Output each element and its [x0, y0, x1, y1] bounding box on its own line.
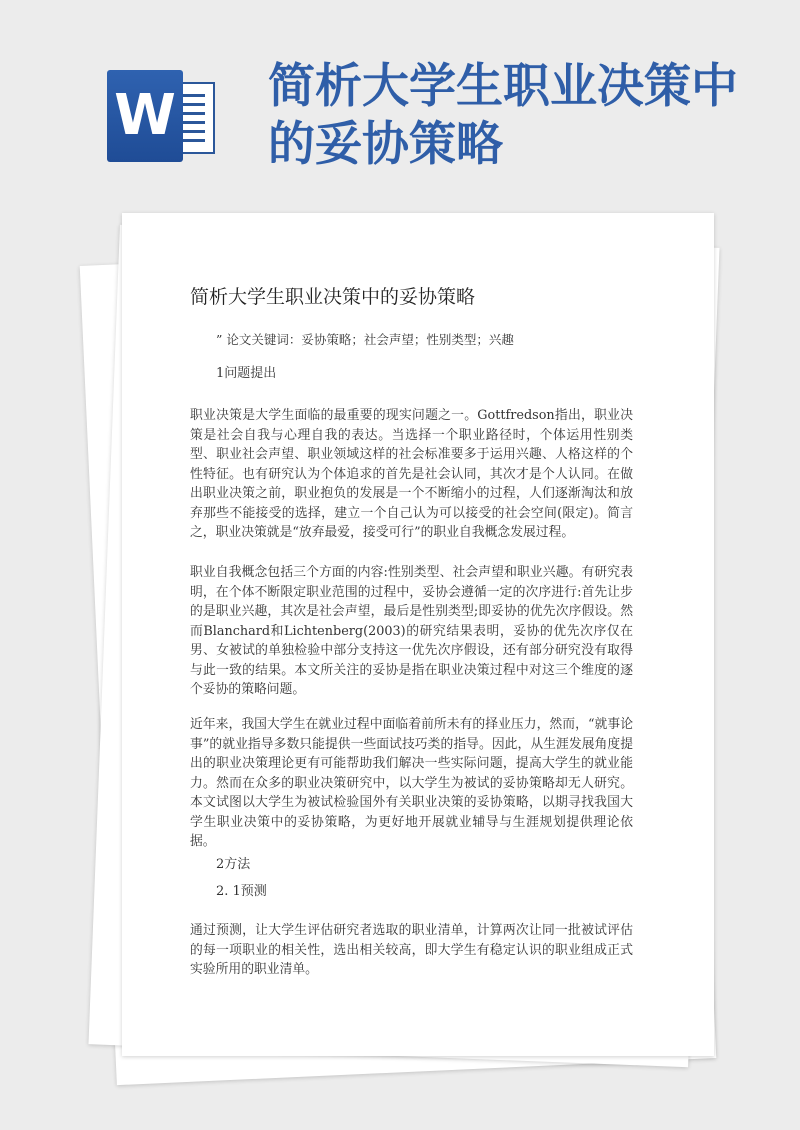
section-heading-2: 2方法 [216, 857, 251, 872]
document-title: 简析大学生职业决策中的妥协策略 [190, 286, 476, 308]
word-document-icon [107, 70, 217, 162]
keywords-line: ” 论文关键词：妥协策略；社会声望；性别类型；兴趣 [216, 332, 514, 347]
paragraph-4: 通过预测，让大学生评估研究者选取的职业清单，计算两次让同一批被试评估的每一项职业的相关性，选出相关较高，即大学生有稳定认识的职业组成正式实验所用的职业清单。 [190, 923, 633, 977]
paragraph-2: 职业自我概念包括三个方面的内容:性别类型、社会声望和职业兴趣。有研究表明，在个体不断限定职业范围的过程中，妥协会遵循一定的次序进行:首先让步的是职业兴趣，其次是社会声望，最后是性别类型;即妥协的优先次序假设。然而Blanchard和Lichtenberg(2003)的研究结果表明，妥协的优先次序仅在男、女被试的单独检验中部分支持这一优先次序假设，还有部分研究没有取得与此一致的结果。本文所关注的妥协是指在职业决策过程中对这三个维度的逐个妥协的策略问题。 [190, 565, 633, 697]
section-heading-1: 1问题提出 [216, 366, 277, 381]
section-heading-2-1: 2. 1预测 [216, 884, 267, 899]
paragraph-3: 近年来，我国大学生在就业过程中面临着前所未有的择业压力，然而，“就事论事”的就业指导多数只能提供一些面试技巧类的指导。因此，从生涯发展角度提出的职业决策理论更有可能帮助我们解决一些实际问题，提高大学生的就业能力。然而在众多的职业决策研究中，以大学生为被试的妥协策略却无人研究。本文试图以大学生为被试检验国外有关职业决策的妥协策略，以期寻找我国大学生职业决策中的妥协策略，为更好地开展就业辅导与生涯规划提供理论依据。 [190, 717, 633, 849]
paragraph-1: 职业决策是大学生面临的最重要的现实问题之一。Gottfredson指出，职业决策是社会自我与心理自我的表达。当选择一个职业路径时，个体运用性别类型、职业社会声望、职业领域这样的社会标准要多于运用兴趣、人格这样的个性特征。也有研究认为个体追求的首先是社会认同，其次才是个人认同。在做出职业决策之前，职业抱负的发展是一个不断缩小的过程，人们逐渐淘汰和放弃那些不能接受的选择，建立一个自己认为可以接受的社会空间(限定)。简言之，职业决策就是“放弃最爱，接受可行”的职业自我概念发展过程。 [190, 408, 633, 540]
banner-title: 简析大学生职业决策中的妥协策略 [268, 59, 738, 172]
word-logo-icon: W [107, 70, 183, 162]
